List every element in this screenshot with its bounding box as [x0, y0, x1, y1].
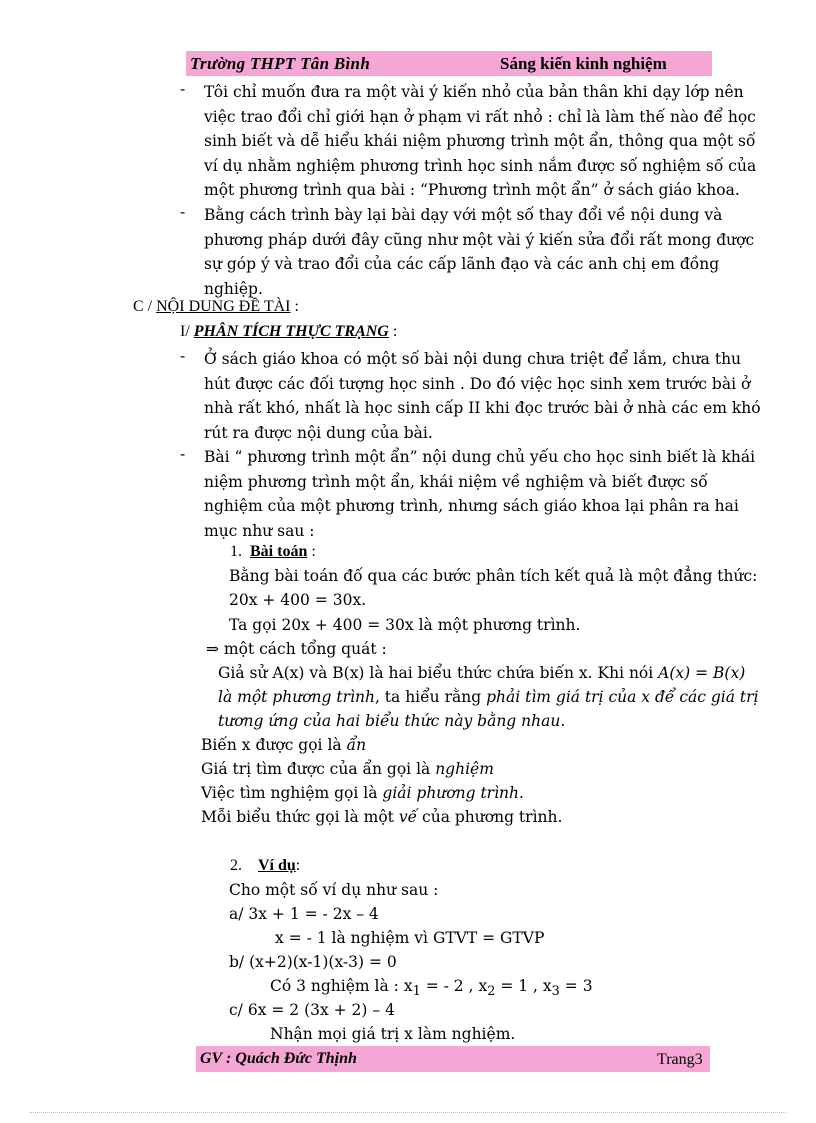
analysis-paragraph-2 [204, 445, 756, 543]
text-line: nghiệp. [204, 279, 263, 298]
intro-paragraph-1 [204, 80, 757, 203]
text-line: Nhận mọi giá trị x làm nghiệm. [270, 1025, 516, 1043]
text-line: Bằng bài toán đố qua các bước phân tích kết quả là một đẳng thức: [229, 567, 758, 585]
bullet-dash: - [180, 347, 186, 365]
item-2-number: 2. [230, 857, 242, 874]
section-i-heading [180, 323, 397, 341]
text-run: Việc tìm nghiệm gọi là [201, 784, 383, 802]
general-text: một cách tổng quát : [219, 640, 387, 658]
general-line [206, 640, 387, 658]
text-line: sinh biết và dễ hiểu khái niệm phương trình một ẩn, thông qua một số [204, 132, 756, 151]
italic-text: A(x) = B(x) [658, 664, 746, 682]
intro-paragraph-2 [204, 203, 755, 301]
text-line: hút được các đối tượng học sinh . Do đó việc học sinh xem trước bài ở [204, 374, 751, 393]
definition-line [201, 808, 562, 826]
text-run: Mỗi biểu thức gọi là một [201, 808, 399, 826]
header-title: Sáng kiến kinh nghiệm [500, 54, 667, 73]
item-1-suffix: : [307, 543, 316, 560]
text-line: Ta gọi 20x + 400 = 30x là một phương trình. [229, 616, 581, 634]
italic-text: vế [398, 808, 418, 826]
text-line: nghiệm của một phương trình, nhưng sách giáo khoa lại phân ra hai [204, 497, 739, 516]
text-line: Tôi chỉ muốn đưa ra một vài ý kiến nhỏ của bản thân khi dạy lớp nên [204, 83, 744, 101]
item-2-title: Ví dụ [258, 857, 296, 874]
definition-line [201, 760, 494, 778]
bullet-dash: - [180, 80, 186, 98]
italic-text: tương ứng của hai biểu thức này bằng nhau. [218, 712, 566, 730]
text-line: sự góp ý và trao đổi của các cấp lãnh đạo và các anh chị em đồng [204, 255, 720, 274]
item-1-heading [230, 543, 316, 561]
text-line: ví dụ nhằm nghiệm phương trình học sinh nắm được số nghiệm số của [204, 156, 757, 175]
italic-text: là một phương trình [218, 688, 375, 706]
bullet-dash: - [180, 203, 186, 221]
footer-teacher: GV : Quách Đức Thịnh [200, 1050, 357, 1067]
footer-page-number: Trang3 [657, 1051, 703, 1068]
text-line: phương pháp dưới đây cũng như một vài ý kiến sửa đổi rất mong được [204, 230, 755, 249]
subscript: 3 [551, 984, 560, 1000]
italic-text: giải phương trình. [382, 784, 524, 802]
text-run: của phương trình. [417, 808, 563, 826]
section-c-suffix: : [290, 298, 299, 315]
definition-line [201, 784, 524, 802]
arrow-symbol: ⇒ [206, 640, 219, 658]
text-run: , ta hiểu rằng [374, 688, 487, 706]
text-line: x = - 1 là nghiệm vì GTVT = GTVP [275, 929, 545, 947]
text-run: = 3 [559, 977, 593, 995]
text-run: Biến x được gọi là [201, 736, 347, 754]
bullet-dash: - [180, 445, 186, 463]
text-line: Ở sách giáo khoa có một số bài nội dung chưa triệt để lắm, chưa thu [204, 350, 742, 368]
text-run: = - 2 , x [420, 977, 488, 995]
analysis-paragraph-1 [204, 347, 761, 445]
section-i-title: PHÂN TÍCH THỰC TRẠNG [193, 323, 389, 340]
text-line: Bằng cách trình bày lại bài dạy với một số thay đổi về nội dung và [204, 206, 723, 224]
equation-line: b/ (x+2)(x-1)(x-3) = 0 [229, 953, 397, 971]
definition-line [201, 736, 366, 754]
text-run: Giả sử A(x) và B(x) là hai biểu thức chứa biến x. Khi nói [218, 664, 659, 682]
item-2-heading [230, 857, 300, 875]
section-i-suffix: : [388, 323, 398, 340]
text-line: rút ra được nội dung của bài. [204, 423, 433, 442]
subscript: 2 [487, 984, 496, 1000]
text-line: nhà rất khó, nhất là học sinh cấp II khi đọc trước bài ở nhà các em khó [204, 399, 761, 418]
section-c-prefix: C / [133, 298, 157, 315]
section-i-prefix: I/ [180, 323, 194, 340]
text-line: việc trao đổi chỉ giới hạn ở phạm vi rất nhỏ : chỉ là làm thế nào để học [204, 107, 756, 126]
equation-line: c/ 6x = 2 (3x + 2) – 4 [229, 1001, 395, 1019]
text-line: Cho một số ví dụ như sau : [229, 881, 439, 899]
equation-line: 20x + 400 = 30x. [229, 591, 367, 609]
text-run: Có 3 nghiệm là : x [270, 977, 413, 995]
section-c-title: NỘI DUNG ĐỀ TÀI [156, 298, 291, 315]
text-line: một phương trình qua bài : “Phương trình một ẩn” ở sách giáo khoa. [204, 181, 740, 200]
italic-text: ẩn [346, 736, 367, 754]
roots-line [270, 977, 593, 999]
italic-text: nghiệm [435, 760, 494, 778]
italic-text: phải tìm giá trị của x để các giá trị [486, 688, 759, 706]
text-run: Giá trị tìm được của ẩn gọi là [201, 760, 436, 778]
equation-line: a/ 3x + 1 = - 2x – 4 [229, 905, 379, 923]
header-school: Trường THPT Tân Bình [190, 54, 371, 73]
subscript: 1 [412, 984, 421, 1000]
section-c-heading [133, 298, 299, 316]
item-2-suffix: : [295, 857, 301, 874]
text-line: niệm phương trình một ẩn, khái niệm về nghiệm và biết được số [204, 472, 708, 491]
item-1-title: Bài toán [250, 543, 308, 560]
text-line: Bài “ phương trình một ẩn” nội dung chủ yếu cho học sinh biết là khái [204, 448, 756, 466]
text-run: = 1 , x [495, 977, 552, 995]
text-line: mục như sau : [204, 521, 315, 540]
supposition-line-3 [218, 712, 565, 730]
item-1-number: 1. [230, 543, 242, 560]
supposition-line-1 [218, 664, 745, 682]
supposition-line-2 [218, 688, 759, 706]
page-bottom-divider [30, 1112, 786, 1113]
